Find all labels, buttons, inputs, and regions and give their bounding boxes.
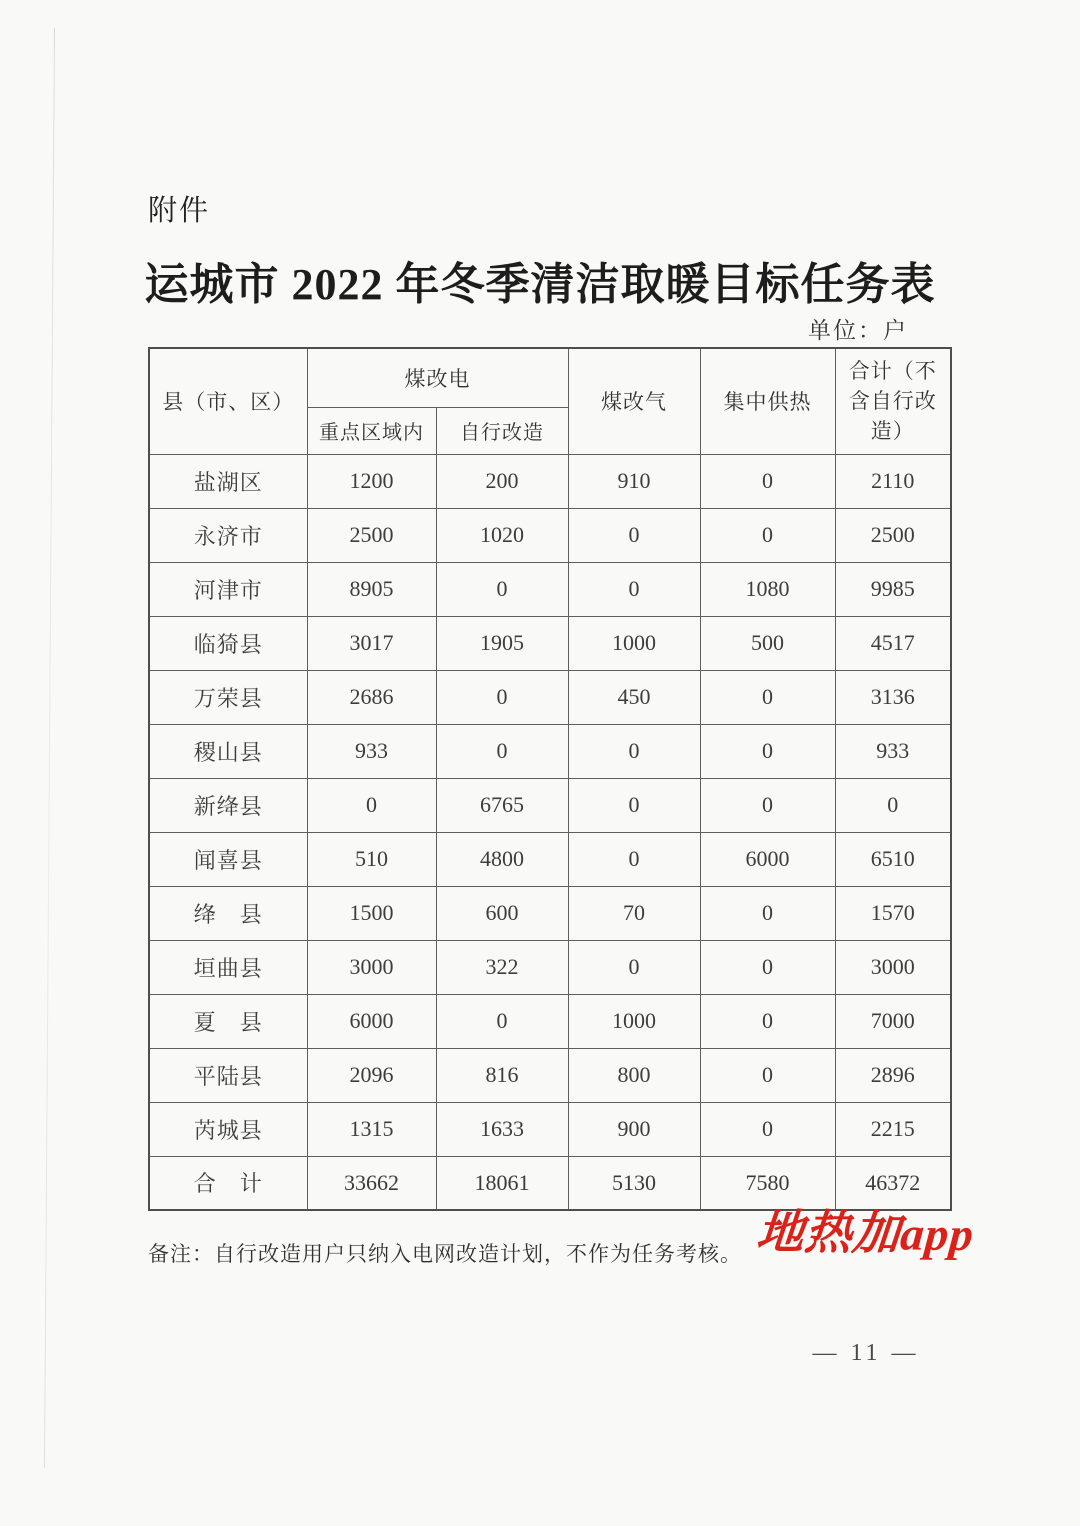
county-cell: 合 计 (149, 1156, 307, 1210)
value-cell: 18061 (436, 1156, 568, 1210)
value-cell: 4800 (436, 832, 568, 886)
table-row (149, 508, 951, 562)
value-cell: 5130 (568, 1156, 700, 1210)
value-cell: 910 (568, 454, 700, 508)
value-cell: 0 (700, 1102, 835, 1156)
header-self-renovation: 自行改造 (436, 407, 568, 454)
value-cell: 2500 (307, 508, 436, 562)
county-cell: 永济市 (149, 508, 307, 562)
county-cell: 临猗县 (149, 616, 307, 670)
value-cell: 2215 (835, 1102, 951, 1156)
value-cell: 46372 (835, 1156, 951, 1210)
value-cell: 900 (568, 1102, 700, 1156)
header-key-area: 重点区域内 (307, 407, 436, 454)
value-cell: 510 (307, 832, 436, 886)
value-cell: 2096 (307, 1048, 436, 1102)
county-cell: 万荣县 (149, 670, 307, 724)
value-cell: 1570 (835, 886, 951, 940)
value-cell: 933 (307, 724, 436, 778)
value-cell: 70 (568, 886, 700, 940)
value-cell: 7580 (700, 1156, 835, 1210)
paper-crease-artifact (44, 28, 55, 1468)
value-cell: 0 (436, 670, 568, 724)
value-cell: 0 (568, 832, 700, 886)
page-title: 运城市 2022 年冬季清洁取暖目标任务表 (144, 260, 936, 309)
value-cell: 2110 (835, 454, 951, 508)
table-row (149, 886, 951, 940)
value-cell: 0 (307, 778, 436, 832)
value-cell: 1500 (307, 886, 436, 940)
value-cell: 1315 (307, 1102, 436, 1156)
attachment-label: 附件 (148, 195, 211, 227)
footnote: 备注：自行改造用户只纳入电网改造计划，不作为任务考核。 (148, 1242, 742, 1266)
value-cell: 6000 (700, 832, 835, 886)
table-row (149, 562, 951, 616)
county-cell: 稷山县 (149, 724, 307, 778)
table-row (149, 778, 951, 832)
table-row (149, 1102, 951, 1156)
county-cell: 新绛县 (149, 778, 307, 832)
table-row (149, 940, 951, 994)
value-cell: 6765 (436, 778, 568, 832)
value-cell: 33662 (307, 1156, 436, 1210)
value-cell: 2686 (307, 670, 436, 724)
county-cell: 芮城县 (149, 1102, 307, 1156)
value-cell: 0 (835, 778, 951, 832)
page-number: — 11 — (812, 1340, 920, 1366)
value-cell: 8905 (307, 562, 436, 616)
value-cell: 1080 (700, 562, 835, 616)
value-cell: 0 (700, 940, 835, 994)
table-row (149, 994, 951, 1048)
value-cell: 200 (436, 454, 568, 508)
value-cell: 1000 (568, 616, 700, 670)
value-cell: 3017 (307, 616, 436, 670)
value-cell: 0 (436, 724, 568, 778)
value-cell: 0 (700, 994, 835, 1048)
heating-target-table (148, 347, 952, 1211)
value-cell: 600 (436, 886, 568, 940)
watermark-text: 地热加app (754, 1206, 977, 1262)
value-cell: 0 (568, 724, 700, 778)
value-cell: 1200 (307, 454, 436, 508)
value-cell: 1633 (436, 1102, 568, 1156)
county-cell: 盐湖区 (149, 454, 307, 508)
value-cell: 6510 (835, 832, 951, 886)
table-row (149, 832, 951, 886)
value-cell: 3000 (835, 940, 951, 994)
value-cell: 0 (700, 886, 835, 940)
value-cell: 6000 (307, 994, 436, 1048)
value-cell: 450 (568, 670, 700, 724)
county-cell: 垣曲县 (149, 940, 307, 994)
table-row (149, 1048, 951, 1102)
table-row (149, 724, 951, 778)
header-central-heating: 集中供热 (700, 348, 835, 454)
value-cell: 0 (568, 778, 700, 832)
value-cell: 0 (700, 670, 835, 724)
value-cell: 322 (436, 940, 568, 994)
table-header-row-1 (149, 348, 951, 407)
table-row (149, 670, 951, 724)
table-row (149, 616, 951, 670)
value-cell: 1000 (568, 994, 700, 1048)
value-cell: 933 (835, 724, 951, 778)
value-cell: 7000 (835, 994, 951, 1048)
header-coal-to-electric: 煤改电 (307, 348, 568, 407)
value-cell: 0 (436, 994, 568, 1048)
header-county: 县（市、区） (149, 348, 307, 454)
value-cell: 0 (700, 724, 835, 778)
county-cell: 绛 县 (149, 886, 307, 940)
value-cell: 0 (568, 562, 700, 616)
value-cell: 0 (436, 562, 568, 616)
value-cell: 0 (700, 1048, 835, 1102)
value-cell: 500 (700, 616, 835, 670)
value-cell: 0 (700, 454, 835, 508)
value-cell: 3000 (307, 940, 436, 994)
value-cell: 9985 (835, 562, 951, 616)
value-cell: 4517 (835, 616, 951, 670)
county-cell: 夏 县 (149, 994, 307, 1048)
value-cell: 2896 (835, 1048, 951, 1102)
header-coal-to-gas: 煤改气 (568, 348, 700, 454)
value-cell: 800 (568, 1048, 700, 1102)
header-total: 合计（不含自行改造） (835, 348, 951, 454)
county-cell: 闻喜县 (149, 832, 307, 886)
county-cell: 平陆县 (149, 1048, 307, 1102)
value-cell: 0 (568, 508, 700, 562)
value-cell: 0 (700, 778, 835, 832)
value-cell: 0 (700, 508, 835, 562)
value-cell: 1020 (436, 508, 568, 562)
value-cell: 3136 (835, 670, 951, 724)
value-cell: 2500 (835, 508, 951, 562)
table-row (149, 454, 951, 508)
county-cell: 河津市 (149, 562, 307, 616)
unit-note: 单位：户 (808, 318, 908, 343)
value-cell: 1905 (436, 616, 568, 670)
value-cell: 816 (436, 1048, 568, 1102)
value-cell: 0 (568, 940, 700, 994)
